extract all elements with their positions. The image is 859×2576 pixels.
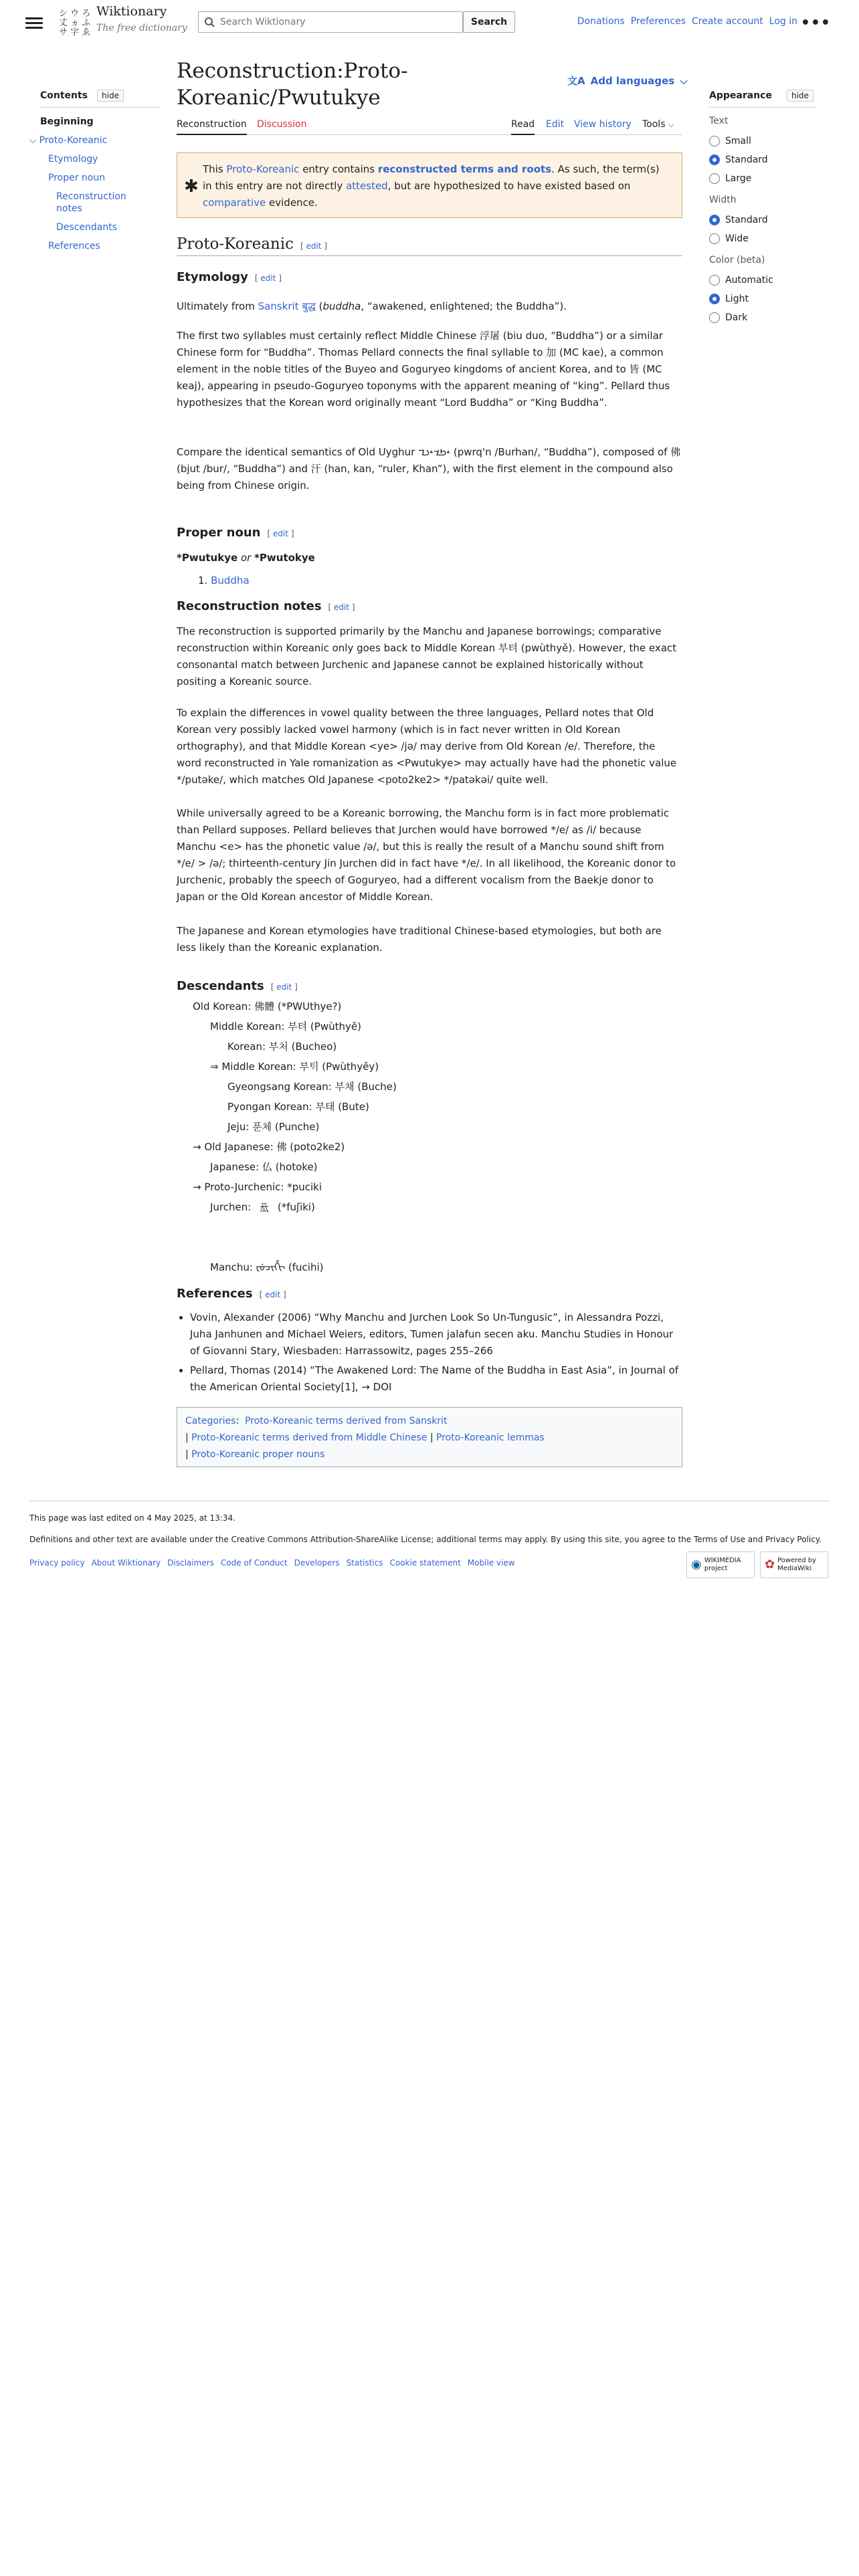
toc-item-etymology[interactable]: Etymology: [48, 154, 98, 165]
descendants-heading: Descendants [ edit ]: [177, 979, 298, 993]
etymology-paragraph-1: [177, 298, 682, 315]
radio-selected-icon[interactable]: [709, 294, 720, 304]
text-size-standard[interactable]: [709, 150, 830, 169]
toc-divider: [40, 107, 161, 108]
appearance-title: Appearance: [709, 90, 772, 101]
radio-icon[interactable]: [709, 275, 720, 286]
color-label: Color (beta): [709, 255, 765, 265]
donations-link[interactable]: Donations: [577, 16, 625, 27]
search-input[interactable]: [220, 17, 462, 27]
toc-item-descendants[interactable]: Descendants: [56, 222, 117, 233]
search-box: [198, 11, 463, 33]
notes-paragraph-1: The reconstruction is supported primarily by the Manchu and Japanese borrowings; comparative reconstruction within Koreanic only goes back to Middle Korean 부텨 (pwùthyě). However, the exact consonantal match between Jurchenic and Japanese cannot be explained historically without positing a Koreanic source.: [177, 625, 677, 687]
notice-text: This: [203, 163, 227, 175]
footer-link[interactable]: Cookie statement: [389, 1558, 461, 1568]
list-item: Gyeongsang Korean: 부채 (Buche): [227, 1081, 397, 1093]
text: or: [240, 552, 252, 564]
tools-menu[interactable]: [642, 119, 674, 130]
last-edited: This page was last edited on 4 May 2025, at 13:34.: [29, 1513, 235, 1523]
references-heading-label: References: [177, 1287, 253, 1301]
notice-text: , but are hypothesized to have existed based on: [387, 180, 631, 192]
radio-selected-icon[interactable]: [709, 215, 720, 225]
list-item: → Old Japanese: 佛 (poto2ke2): [193, 1141, 345, 1153]
wikimedia-badge[interactable]: [686, 1551, 755, 1578]
categories-label[interactable]: Categories: [185, 1416, 236, 1426]
preferences-link[interactable]: Preferences: [630, 16, 686, 27]
language-icon: 文A: [567, 75, 585, 87]
footer-link[interactable]: Mobile view: [467, 1558, 515, 1568]
categories-box: Categories: Proto-Koreanic terms derived from Sanskrit | Proto-Koreanic terms derived from Middle Chinese | Proto-Koreanic lemmas | Proto-Koreanic proper nouns: [177, 1407, 682, 1467]
etymology-paragraph-2: The first two syllables must certainly reflect Middle Chinese 浮屠 (biu duo, “Buddha”) or a similar Chinese form for “Buddha”. Thomas Pellard connects the final syllable to 加 (MC kae), a common element in the noble titles of the Buyeo and Goguryeo kingdoms of ancient Korea, and to 皆 (MC keaj), appearing in pseudo-Goguryeo toponyms with the apparent meaning of “king”. Pellard thus hypothesizes that the Korean word originally meant “Lord Buddha” or “King Buddha”.: [177, 330, 670, 409]
tab-edit[interactable]: Edit: [546, 119, 565, 130]
notice-link-comparative[interactable]: comparative: [203, 197, 266, 209]
headword-line: [177, 550, 682, 566]
descendants-tree: [177, 996, 682, 1277]
badge-label: Powered by MediaWiki: [777, 1557, 817, 1572]
notes-paragraph-3: While universally agreed to be a Koreanic borrowing, the Manchu form is in fact more problematic than Pellard supposes. Pellard believes that Jurchen would have borrowed */e/ as /i/ because Manchu <e> has the phonetic value /ə/, but this is really the result of a Manchu sound shift from */e/ > /ə/; thirteenth-century Jin Jurchen did in fact have */e/. In all likelihood, the Koreanic donor to Jurchenic, probably the speech of Goguryeo, had a different vocalism from the Baekje donor to Japan or the Old Korean ancestor of Middle Korean.: [177, 807, 676, 903]
toc-item-reconstruction-notes[interactable]: Reconstruction notes: [56, 191, 126, 214]
appearance-divider: [709, 107, 816, 108]
option-label: Dark: [725, 312, 748, 323]
list-item: Korean: 부처 (Bucheo): [227, 1041, 337, 1053]
footer-links: [29, 1558, 515, 1568]
category-link[interactable]: Proto-Koreanic terms derived from Sanskrit: [245, 1416, 448, 1426]
radio-icon[interactable]: [709, 312, 720, 323]
width-wide[interactable]: [709, 229, 830, 248]
radio-icon[interactable]: [709, 233, 720, 244]
wiktionary-logo-icon[interactable]: [54, 4, 92, 41]
svg-text:シ ウ ろ: シ ウ ろ: [59, 9, 91, 19]
log-in-link[interactable]: Log in: [769, 16, 797, 27]
tab-view-history[interactable]: View history: [574, 119, 632, 130]
license-text: Definitions and other text are available under the Creative Commons Attribution-ShareAlike License; additional terms may apply. By using this site, you agree to the Terms of Use and Privacy Policy.: [29, 1535, 822, 1544]
notice-text: evidence.: [266, 197, 318, 209]
reconstruction-notes-heading: Reconstruction notes [ edit ]: [177, 599, 355, 613]
language-heading: Proto-Koreanic [ edit ]: [177, 235, 682, 256]
text: (: [315, 300, 323, 312]
more-options-icon[interactable]: •••: [800, 15, 831, 31]
radio-icon[interactable]: [709, 136, 720, 146]
category-link[interactable]: Proto-Koreanic lemmas: [436, 1432, 545, 1443]
option-label: Small: [725, 136, 751, 146]
color-automatic[interactable]: [709, 271, 830, 290]
edit-link[interactable]: edit: [265, 1290, 281, 1299]
appearance-hide-button[interactable]: hide: [787, 90, 814, 102]
notice-link-reconstructed[interactable]: reconstructed terms and roots: [377, 163, 552, 175]
footer-link[interactable]: Code of Conduct: [220, 1558, 288, 1568]
chevron-down-icon[interactable]: ⌵: [29, 135, 37, 146]
color-light[interactable]: [709, 290, 830, 308]
notice-text: entry contains: [299, 163, 378, 175]
link-sanskrit[interactable]: Sanskrit: [258, 300, 299, 312]
list-item: ⇒ Middle Korean: 부ᄐᆡ (Pwùthyěy): [210, 1061, 379, 1073]
proper-noun-heading-label: Proper noun: [177, 526, 261, 540]
option-label: Automatic: [725, 275, 773, 286]
references-list: [177, 1309, 682, 1396]
svg-text:丈 ヵ ふ: 丈 ヵ ふ: [59, 18, 91, 28]
radio-icon[interactable]: [709, 173, 720, 184]
tab-discussion[interactable]: Discussion: [257, 119, 307, 130]
footer-link[interactable]: Disclaimers: [167, 1558, 214, 1568]
color-dark[interactable]: [709, 308, 830, 327]
footer-link[interactable]: Privacy policy: [29, 1558, 85, 1568]
toc-item-proto-koreanic[interactable]: Proto-Koreanic: [39, 135, 108, 146]
category-link[interactable]: Proto-Koreanic proper nouns: [191, 1449, 325, 1460]
alternative-headword: *Pwutokye: [254, 552, 315, 564]
radio-selected-icon[interactable]: [709, 154, 720, 165]
option-label: Large: [725, 173, 752, 184]
toc-title: Contents: [40, 90, 88, 101]
link-buddha-sanskrit[interactable]: बुद्ध: [302, 300, 316, 312]
list-item: Japanese: 仏 (hotoke): [210, 1161, 318, 1173]
list-item: Old Korean: 佛體 (*PWUthye?): [193, 1000, 342, 1012]
footer-link[interactable]: Developers: [294, 1558, 340, 1568]
edit-link[interactable]: edit: [334, 603, 350, 612]
etymology-paragraph-3: Compare the identical semantics of Old Uyghur 𐾱𐾿𐾴𐾱𐾲𐾳 (pwrq'n /Burhan/, “Buddha”), composed of 佛 (bjut /bur/, “Buddha”) and 汗 (han, kan, “ruler, Khan”), with the first element in the compound also being from Chinese origin.: [177, 446, 681, 492]
footer-link[interactable]: Statistics: [346, 1558, 383, 1568]
reference-item: • Vovin, Alexander (2006) “Why Manchu and Jurchen Look So Un-Tungusic”, in Alessandra Pozzi, Juha Janhunen and Michael Weiers, editors, Tumen jalafun secen aku. Manchu Studies in Honour of Giovanni Stary, Wiesbaden: Harrassowitz, pages 255–266: [190, 1309, 682, 1360]
table-of-contents: [29, 90, 174, 259]
notice-link-proto-koreanic[interactable]: Proto-Koreanic: [226, 163, 300, 175]
etymology-heading: Etymology [ edit ]: [177, 270, 282, 284]
toc-item-beginning[interactable]: Beginning: [40, 116, 94, 127]
badge-label: WIKIMEDIA project: [704, 1557, 741, 1572]
option-label: Standard: [725, 154, 768, 165]
mediawiki-badge[interactable]: [760, 1551, 828, 1578]
create-account-link[interactable]: Create account: [692, 16, 763, 27]
edit-link[interactable]: edit: [306, 241, 322, 251]
category-link[interactable]: Proto-Koreanic terms derived from Middle Chinese: [191, 1432, 427, 1443]
svg-text:サ 字 ゑ: サ 字 ゑ: [59, 27, 91, 37]
notice-text: . As such, the term(s) in this entry are not directly: [203, 163, 660, 192]
list-item: Manchu: ᡶᡠᠴᡳᡥᡳ (fucihi): [210, 1261, 324, 1273]
tools-label: Tools: [642, 119, 666, 130]
text: , “awakened, enlightened; the Buddha”).: [361, 300, 567, 312]
search-button[interactable]: Search: [463, 11, 515, 33]
main-menu-button[interactable]: [25, 15, 43, 32]
mediawiki-logo-icon: ✿: [765, 1558, 775, 1572]
definition-link-buddha[interactable]: Buddha: [211, 574, 250, 586]
footer-info: [29, 1501, 830, 1545]
list-item: Jeju: 푼체 (Punche): [227, 1121, 320, 1133]
user-links: [577, 16, 797, 27]
option-label: Light: [725, 294, 749, 304]
reference-item: • Pellard, Thomas (2014) “The Awakened Lord: The Name of the Buddha in East Asia”, in Journal of the American Oriental Society[1], → DOI: [190, 1362, 682, 1396]
width-label: Width: [709, 195, 737, 205]
descendants-heading-label: Descendants: [177, 979, 264, 993]
toc-item-references[interactable]: References: [48, 241, 100, 251]
references-heading: References [ edit ]: [177, 1287, 286, 1301]
tab-reconstruction[interactable]: Reconstruction: [177, 119, 247, 135]
add-languages-button[interactable]: [567, 74, 688, 88]
add-languages-label: Add languages: [590, 74, 675, 87]
list-item: Pyongan Korean: 부태 (Bute): [227, 1101, 369, 1113]
footer-link[interactable]: About Wiktionary: [91, 1558, 161, 1568]
reconstruction-notice: [177, 152, 682, 218]
edit-link[interactable]: edit: [276, 982, 292, 992]
toc-item-proper-noun[interactable]: Proper noun: [48, 173, 106, 183]
text: Ultimately from: [177, 300, 258, 312]
notes-paragraph-4: The Japanese and Korean etymologies have traditional Chinese-based etymologies, but both are less likely than the Koreanic explanation.: [177, 925, 662, 954]
chevron-down-icon: ⌵: [680, 74, 688, 87]
text-size-large[interactable]: [709, 169, 830, 188]
appearance-panel: [709, 90, 830, 327]
tab-read[interactable]: Read: [511, 119, 535, 135]
headword: *Pwutukye: [177, 552, 238, 564]
site-wordmark[interactable]: Wiktionary: [96, 4, 167, 19]
text-size-small[interactable]: [709, 132, 830, 150]
definition-list: 1. Buddha: [198, 574, 250, 586]
transliteration: buddha: [322, 300, 361, 312]
wikimedia-logo-icon: ◉: [691, 1558, 702, 1572]
site-tagline: The free dictionary: [96, 23, 187, 33]
list-item: Middle Korean: 부텨 (Pwùthyě): [210, 1021, 361, 1033]
notes-heading-label: Reconstruction notes: [177, 599, 322, 613]
text-size-label: Text: [709, 116, 729, 126]
option-label: Wide: [725, 233, 749, 244]
page-tabs: [177, 115, 682, 135]
notes-paragraph-2: To explain the differences in vowel quality between the three languages, Pellard notes that Old Korean very possibly lacked vowel harmony (which is in fact never written in Old Korean orthography), and that Middle Korean <ye> /jə/ may derive from Old Korean /e/. Therefore, the word reconstructed in Yale romanization as <Pwutukye> may actually have had the phonetic value */putəke/, which matches Old Japanese <poto2ke2> */patəkəi/ quite well.: [177, 707, 677, 786]
list-item: → Proto-Jurchenic: *puciki: [193, 1181, 322, 1193]
edit-link[interactable]: edit: [260, 274, 276, 283]
search-icon: [199, 12, 220, 32]
proper-noun-heading: Proper noun [ edit ]: [177, 526, 294, 540]
page-title: Reconstruction:Proto-Koreanic/Pwutukye: [177, 59, 408, 110]
chevron-down-icon: ⌵: [668, 120, 674, 129]
width-standard[interactable]: [709, 211, 830, 229]
language-heading-label: Proto-Koreanic: [177, 235, 294, 253]
notice-link-attested[interactable]: attested: [346, 180, 388, 192]
etymology-heading-label: Etymology: [177, 270, 248, 284]
edit-link[interactable]: edit: [272, 529, 289, 538]
asterisk-icon: ✱: [184, 177, 199, 197]
toc-hide-button[interactable]: hide: [97, 90, 124, 102]
list-item: Jurchen: 𘬬 (*fuʃiki): [210, 1201, 315, 1213]
option-label: Standard: [725, 215, 768, 225]
